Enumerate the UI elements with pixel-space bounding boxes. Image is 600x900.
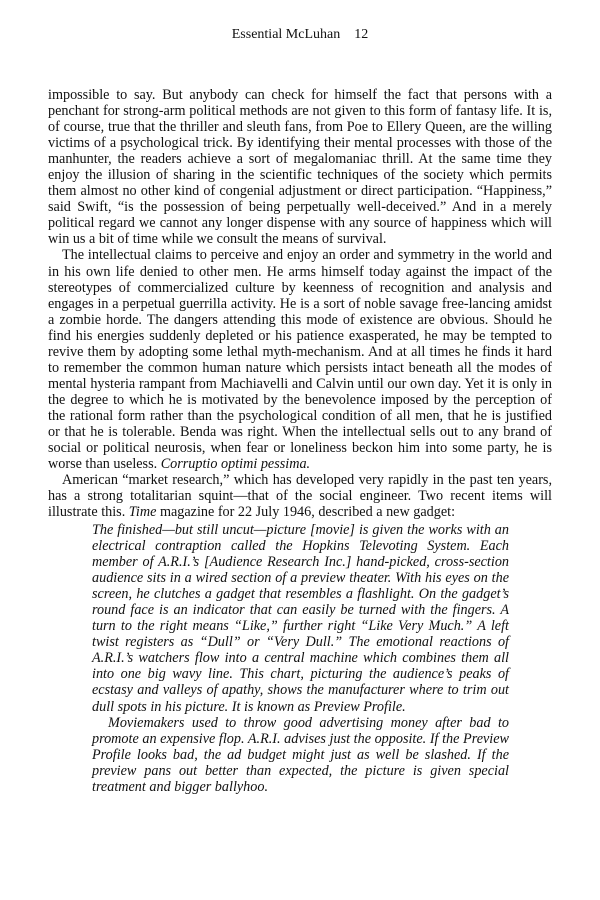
paragraph-2-text: The intellectual claims to perceive and enjoy an order and symmetry in the world and in his own life denied to other men. He arms himself today against the impact of the stereotypes of commercialized culture by keenness of recognition and analysis and engages in a perpetual guerrilla activity. He is a sort of noble savage free-lancing amidst a zombie horde. The dangers attending this mode of existence are obvious. Should he find his energies suddenly depleted or his patience exasperated, he may be tempted to revive them by adopting some lethal myth-mechanism. And at all times he finds it hard to remember the common human nature which persists intact beneath all the modes of mental hysteria rampant from Machiavelli and Calvin until our own day. Yet it is only in the degree to which he is motivated by the benevolence imposed by the perception of the rational form rather than the psychological condition of all men, that he is justified or that he is tolerable. Benda was right. When the intellectual sells out to any brand of social or political neurosis, when fear or loneliness beckon him into some party, he is worse than useless. xyxy=(48,247,552,473)
magazine-title: Time xyxy=(128,504,157,521)
paragraph-2 xyxy=(48,247,552,472)
paragraph-3-text-b: magazine for 22 July 1946, described a new gadget: xyxy=(156,504,456,521)
paragraph-1: impossible to say. But anybody can check for himself the fact that persons with a penchant for strong-arm political methods are not given to this form of fantasy life. It is, of course, true that the thriller and sleuth fans, from Poe to Ellery Queen, are the willing victims of a psychological trick. By identifying their mental processes with those of the manhunter, the readers achieve a sort of megalomaniac thrill. At the same time they enjoy the illusion of sharing in the scientific techniques of the society which permits them almost no other kind of congenial adjustment or direct participation. “Happiness,” said Swift, “is the possession of being perpetually well-deceived.” And in a merely political regard we cannot any longer dispense with any source of happiness which will win us a bit of time while we consult the means of survival. xyxy=(48,87,552,248)
paragraph-3-text-a: American “market research,” which has developed very rapidly in the past ten years, has a strong totalitarian squint—that of the social engineer. Two recent items will illustrate this. xyxy=(48,472,552,521)
page-number: 12 xyxy=(354,27,369,42)
paragraph-3 xyxy=(48,472,552,520)
running-header xyxy=(0,27,600,43)
block-quote xyxy=(92,522,509,795)
quote-paragraph-1: The finished—but still uncut—picture [movie] is given the works with an electrical contraption called the Hopkins Televoting System. Each member of A.R.I.’s [Audience Research Inc.] hand-picked, cross-section audience sits in a wired section of a preview theater. With his eyes on the screen, he clutches a gadget that resembles a flashlight. On the gadget’s round face is an indicator that can easily be turned with the fingers. A turn to the right means “Like,” further right “Like Very Much.” A left twist registers as “Dull” or “Very Dull.” The emotional reactions of A.R.I.’s watchers flow into a central machine which combines them all into one big wavy line. This chart, picturing the audience’s peaks of ecstasy and valleys of apathy, shows the manufacturer where to trim out dull spots in his picture. It is known as Preview Profile. xyxy=(92,522,509,715)
latin-phrase: Corruptio optimi pessima. xyxy=(160,456,311,473)
quote-paragraph-2: Moviemakers used to throw good advertising money after bad to promote an expensive flop. A.R.I. advises just the opposite. If the Preview Profile looks bad, the ad budget might just as well be slashed. If the preview pans out better than expected, the picture is given special treatment and bigger ballyhoo. xyxy=(92,714,509,795)
body-text xyxy=(48,87,552,520)
book-title: Essential McLuhan xyxy=(231,27,341,42)
